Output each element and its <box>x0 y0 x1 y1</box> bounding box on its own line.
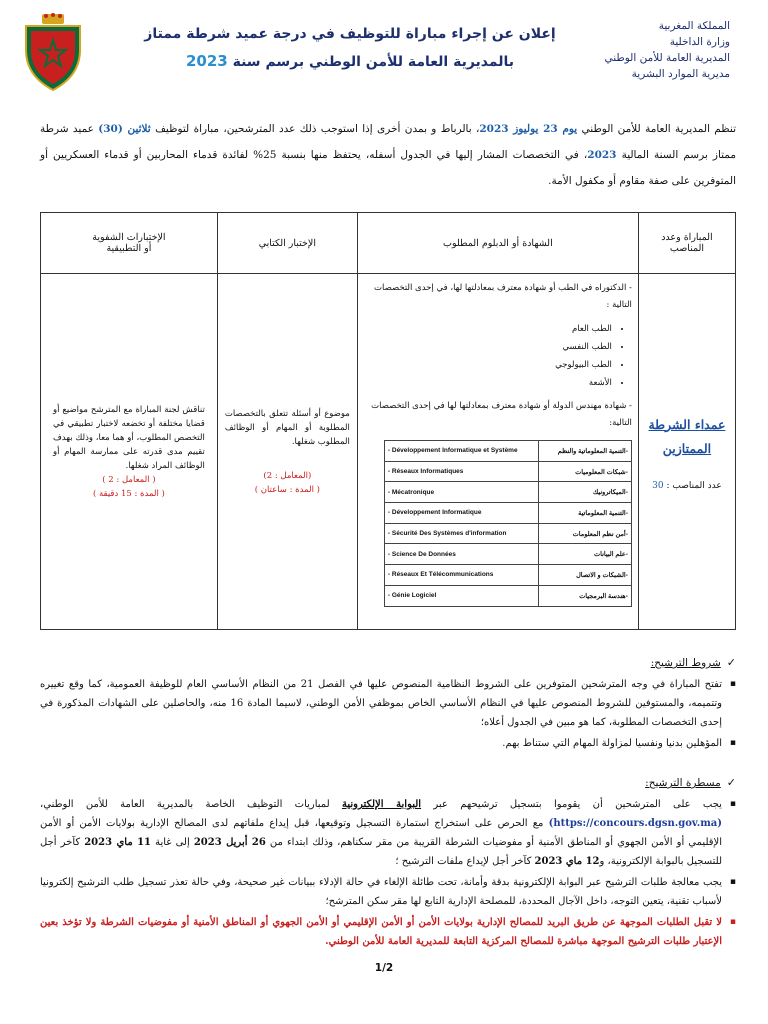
registration-end-date: 11 ماي 2023 <box>84 837 151 848</box>
title-line-1: إعلان عن إجراء مباراة للتوظيف في درجة عميد شرطة ممتاز <box>144 26 556 42</box>
ministry-block <box>570 18 730 82</box>
oral-cell <box>41 274 218 630</box>
diploma-cell <box>357 274 638 630</box>
title-year: 2023 <box>185 52 228 70</box>
conditions-heading: ✓شروط الترشيح: <box>650 656 736 669</box>
table-row: - Génie Logiciel -هندسة البرمجيات <box>384 585 631 606</box>
header-written: الإختبار الكتابي <box>217 213 357 274</box>
header-diploma: الشهادة أو الدبلوم المطلوب <box>357 213 638 274</box>
header-oral: الإختبارات الشفوية أو التطبيقية <box>41 213 218 274</box>
list-item: • الطب النفسي <box>364 338 612 356</box>
announcement-title <box>140 26 560 70</box>
table-row: - Développement Informatique -التنمية المعلوماتية <box>384 503 631 524</box>
title-line-2: بالمديرية العامة للأمن الوطني برسم سنة 2023 <box>185 52 515 70</box>
written-duration: ( المدة : ساعتان ) <box>254 484 320 495</box>
table-row <box>41 274 736 630</box>
engineering-requirement: - شهادة مهندس الدولة أو شهادة معترف بمعادلتها لها في إحدى التخصصات التالية: <box>371 401 632 428</box>
page-number: 1/2 <box>374 962 394 974</box>
post-title: عمداء الشرطة الممتازين <box>648 416 726 456</box>
exam-date: يوم 23 يوليوز 2023 <box>479 123 578 135</box>
list-item: ▪ لا تقبل الطلبات الموجهة عن طريق البريد للمصالح الإدارية بولايات الأمن أو الأمن الإقليمي أو الأمن الجهوي أو المناطق الأمنية أو مفوضيات الشرطة ولا تؤخذ بعين الإعتبار طلبات الترشيح الموجهة مباشرة للمصالح المركزية التابعة للمديرية العامة للأمن الوطني. <box>40 913 736 951</box>
post-cell <box>638 274 735 630</box>
table-row: - Sécurité Des Systèmes d'information -أمن نظم المعلومات <box>384 523 631 544</box>
written-coefficient: (المعامل : 2) <box>263 470 312 481</box>
oral-coefficient: ( المعامل : 2 ) <box>102 474 156 485</box>
table-row: - Réseaux Informatiques -شبكات المعلوميات <box>384 461 631 482</box>
recruitment-table <box>40 212 736 630</box>
checkmark-icon: ✓ <box>726 656 736 669</box>
oral-duration: ( المدة : 15 دقيقة ) <box>92 488 165 499</box>
checkmark-icon: ✓ <box>726 776 736 789</box>
header-post: المباراة وعدد المناصب <box>638 213 735 274</box>
dgsn-emblem-icon <box>22 12 84 92</box>
portal-link[interactable]: (https://concours.dgsn.gov.ma) <box>548 818 722 829</box>
ministry-line: وزارة الداخلية <box>669 36 730 48</box>
medical-specialties <box>364 320 612 392</box>
written-cell <box>217 274 357 630</box>
oral-description: تناقش لجنة المباراة مع المترشح مواضيع أو قضايا مختلفة أو تخضعه لاختبار تطبيقي في التخصص المطلوب، أو هما معا، وذلك بهدف تقييم مدى قدرته على ممارسة المهام أو الوظائف المراد شغلها. <box>53 404 205 471</box>
intro-paragraph: تنظم المديرية العامة للأمن الوطني يوم 23 يوليوز 2023، بالرباط و بمدن أخرى إذا استوجب ذلك عدد المترشحين، مباراة لتوظيف ثلاثين (30) عميد شرطة ممتاز برسم السنة المالية 2023، في التخصصات المشار إليها في الجدول أسفله، يحتفظ منها بنسبة 25% لفائدة قدماء المحاربين أو قدماء العسكريين أو المتوفرين على صفة مقاوم أو مكفول الأمة. <box>40 123 737 187</box>
list-item: ▪ يجب معالجة طلبات الترشيح عبر البوابة الإلكترونية بدقة وأمانة، تحت طائلة الإلغاء في حالة الإدلاء ببيانات غير صحيحة، وفي حالة تعذر تسجيل طلب الترشيح إلكترونيا لأسباب تقنية، يتعين التوجه، داخل الآجال المحددة، للمصلحة الإدارية التابع لها مقر سكن المترشح؛ <box>40 873 736 911</box>
conditions-section <box>40 656 736 755</box>
portal-name: البوابة الإلكترونية <box>341 799 422 810</box>
registration-start-date: 26 أبريل 2023 <box>193 837 266 848</box>
table-row: - Développement Informatique et Système -التنمية المعلوماتية والنظم <box>384 441 631 462</box>
list-item: ▪ تفتح المباراة في وجه المترشحين المتوفرين على الشروط النظامية المنصوص عليها في الفصل 21 من النظام الأساسي العام للوظيفة العمومية، كما وقع تغييره وتتميمه، والمستوفين للشروط المنصوص عليها في النظام الأساسي الخاص بموظفي الأمن الوطني، لاسيما المادة 16 منه، والحاصلين على الشهادات المذكورة في إحدى التخصصات المطلوبة، كما هو مبين في الجدول أعلاه؛ <box>40 675 736 732</box>
file-deadline-date: 12 ماي 2023 <box>534 856 600 867</box>
ministry-line: مديرية الموارد البشرية <box>631 68 730 80</box>
procedure-section <box>40 776 736 953</box>
list-item: • الطب البيولوجي <box>364 356 612 374</box>
list-item: • الطب العام <box>364 320 612 338</box>
table-row: - Réseaux Et Télécommunications -الشبكات و الاتصال <box>384 565 631 586</box>
ministry-line: المملكة المغربية <box>658 20 730 32</box>
letterhead <box>0 8 768 100</box>
ministry-line: المديرية العامة للأمن الوطني <box>604 52 730 64</box>
table-row: - Mécatronique -الميكاترونيك <box>384 482 631 503</box>
post-count: عدد المناصب : 30 <box>652 480 722 491</box>
table-header-row <box>41 213 736 274</box>
doctorate-requirement: - الدكتوراه في الطب أو شهادة معترف بمعادلتها لها، في إحدى التخصصات التالية : <box>374 283 632 310</box>
procedure-heading: ✓مسطرة الترشيح: <box>645 776 736 789</box>
list-item: ▪ يجب على المترشحين أن يقوموا بتسجيل ترشيحهم عبر البوابة الإلكترونية لمباريات التوظيف الخاصة بالمديرية العامة للأمن الوطني، (https://concours.dgsn.gov.ma) مع الحرص على استخراج استمارة التسجيل وتوقيعها، قبل إيداع ملفاتهم لدى المصالح الإدارية بولايات الأمن أو الأمن الإقليمي أو الأمن الجهوي أو المناطق الأمنية أو مفوضيات الشرطة القريبة من مقر سكناهم، وذلك ابتداء من 26 أبريل 2023 إلى غاية 11 ماي 2023 كآخر أجل للتسجيل بالبوابة الإلكترونية، و12 ماي 2023 كآخر أجل لإيداع ملفات الترشيح ؛ <box>40 795 736 871</box>
written-description: موضوع أو أسئلة تتعلق بالتخصصات المطلوبة أو المهام أو الوظائف المطلوب شغلها. <box>224 408 350 447</box>
engineering-specialties <box>384 440 632 607</box>
fiscal-year: 2023 <box>587 149 617 161</box>
post-count-text: ثلاثين (30) <box>98 123 151 135</box>
table-row: - Science De Données -علم البيانات <box>384 544 631 565</box>
list-item: • الأشعة <box>364 374 612 392</box>
list-item: ▪ المؤهلين بدنيا ونفسيا لمزاولة المهام التي ستناط بهم. <box>40 734 736 753</box>
